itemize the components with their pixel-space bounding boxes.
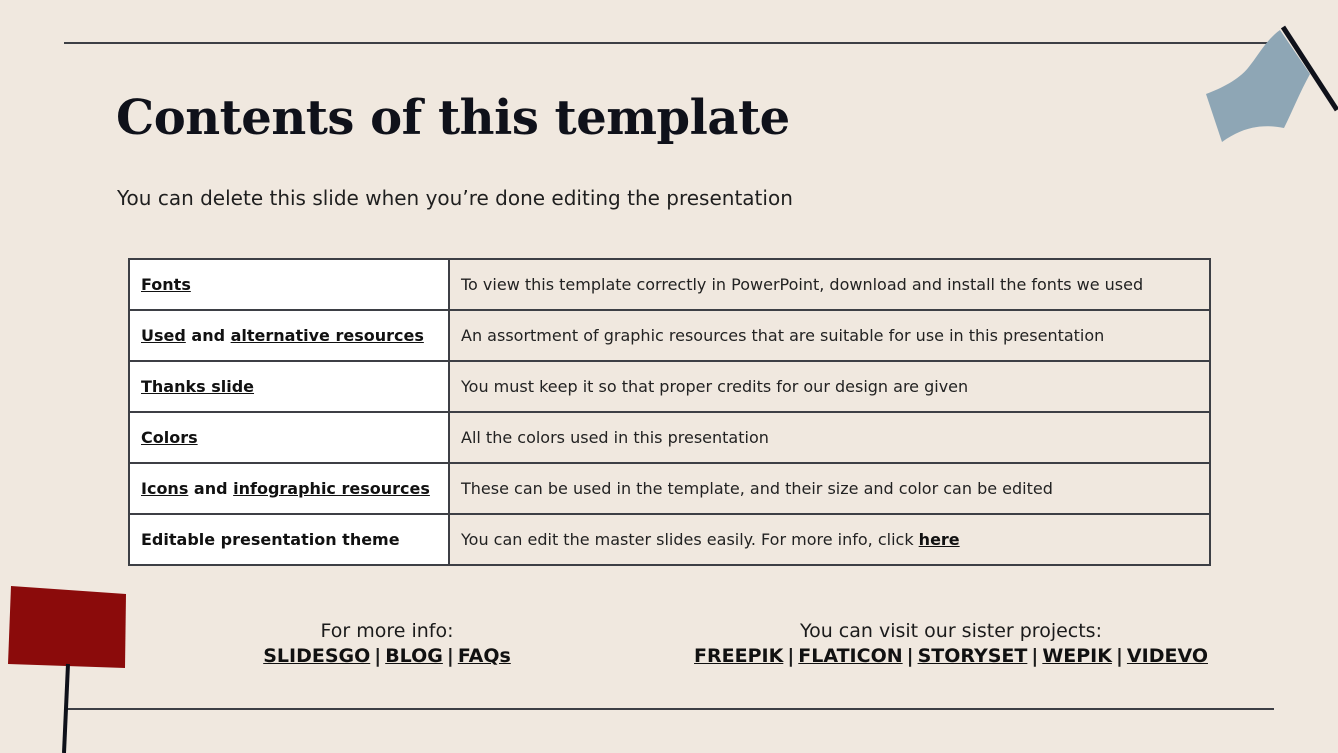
red-flag-cloth	[8, 586, 126, 668]
sister-projects-links	[676, 644, 1226, 669]
row-term-cell	[129, 361, 449, 412]
link-separator: |	[374, 645, 382, 667]
blog-link[interactable]: BLOG	[385, 645, 443, 667]
faqs-link[interactable]: FAQs	[457, 645, 511, 667]
link-separator: |	[1031, 645, 1039, 667]
more-info-label: For more info:	[320, 620, 454, 642]
row-description-cell: An assortment of graphic resources that are suitable for use in this presentation	[449, 310, 1210, 361]
wepik-link[interactable]: WEPIK	[1042, 645, 1112, 667]
thanks-slide-link[interactable]: Thanks slide	[141, 377, 255, 396]
row-term-cell	[129, 310, 449, 361]
table-row	[129, 259, 1210, 310]
contents-table	[128, 258, 1211, 566]
sister-projects-block	[676, 619, 1226, 669]
top-divider-line	[64, 42, 1270, 44]
row-description-cell: To view this template correctly in PowerPoint, download and install the fonts we used	[449, 259, 1210, 310]
row-description-cell: These can be used in the template, and their size and color can be edited	[449, 463, 1210, 514]
sister-projects-label: You can visit our sister projects:	[800, 620, 1102, 642]
editable-theme-term-cell: Editable presentation theme	[129, 514, 449, 565]
slidesgo-link[interactable]: SLIDESGO	[263, 645, 371, 667]
table-row	[129, 361, 1210, 412]
videvo-link[interactable]: VIDEVO	[1126, 645, 1208, 667]
alternative-resources-link[interactable]: alternative resources	[230, 326, 424, 345]
description-text: You can edit the master slides easily. For more info, click	[461, 530, 919, 549]
row-description-cell	[449, 514, 1210, 565]
table-row	[129, 310, 1210, 361]
flaticon-link[interactable]: FLATICON	[798, 645, 903, 667]
row-term-cell	[129, 463, 449, 514]
row-term-cell	[129, 259, 449, 310]
slide-title: Contents of this template	[116, 90, 790, 146]
link-separator: |	[906, 645, 914, 667]
fonts-link[interactable]: Fonts	[141, 275, 191, 294]
row-description-cell: You must keep it so that proper credits for our design are given	[449, 361, 1210, 412]
infographic-resources-link[interactable]: infographic resources	[233, 479, 430, 498]
term-joiner-text: and	[188, 479, 234, 498]
used-resources-link[interactable]: Used	[141, 326, 186, 345]
bottom-divider-line	[66, 708, 1274, 710]
freepik-link[interactable]: FREEPIK	[694, 645, 784, 667]
link-separator: |	[1115, 645, 1123, 667]
row-description-cell: All the colors used in this presentation	[449, 412, 1210, 463]
table-row	[129, 514, 1210, 565]
term-joiner-text: and	[185, 326, 231, 345]
link-separator: |	[446, 645, 454, 667]
here-link[interactable]: here	[918, 530, 960, 549]
more-info-block	[237, 619, 537, 669]
red-flag-decoration	[0, 582, 132, 753]
red-flag-pole	[64, 664, 68, 753]
colors-link[interactable]: Colors	[141, 428, 198, 447]
more-info-links	[237, 644, 537, 669]
row-term-cell	[129, 412, 449, 463]
icons-link[interactable]: Icons	[141, 479, 189, 498]
table-row	[129, 463, 1210, 514]
link-separator: |	[787, 645, 795, 667]
slide-subtitle: You can delete this slide when you’re done editing the presentation	[117, 186, 793, 210]
table-row	[129, 412, 1210, 463]
blue-flag-decoration	[1200, 22, 1338, 150]
storyset-link[interactable]: STORYSET	[917, 645, 1028, 667]
